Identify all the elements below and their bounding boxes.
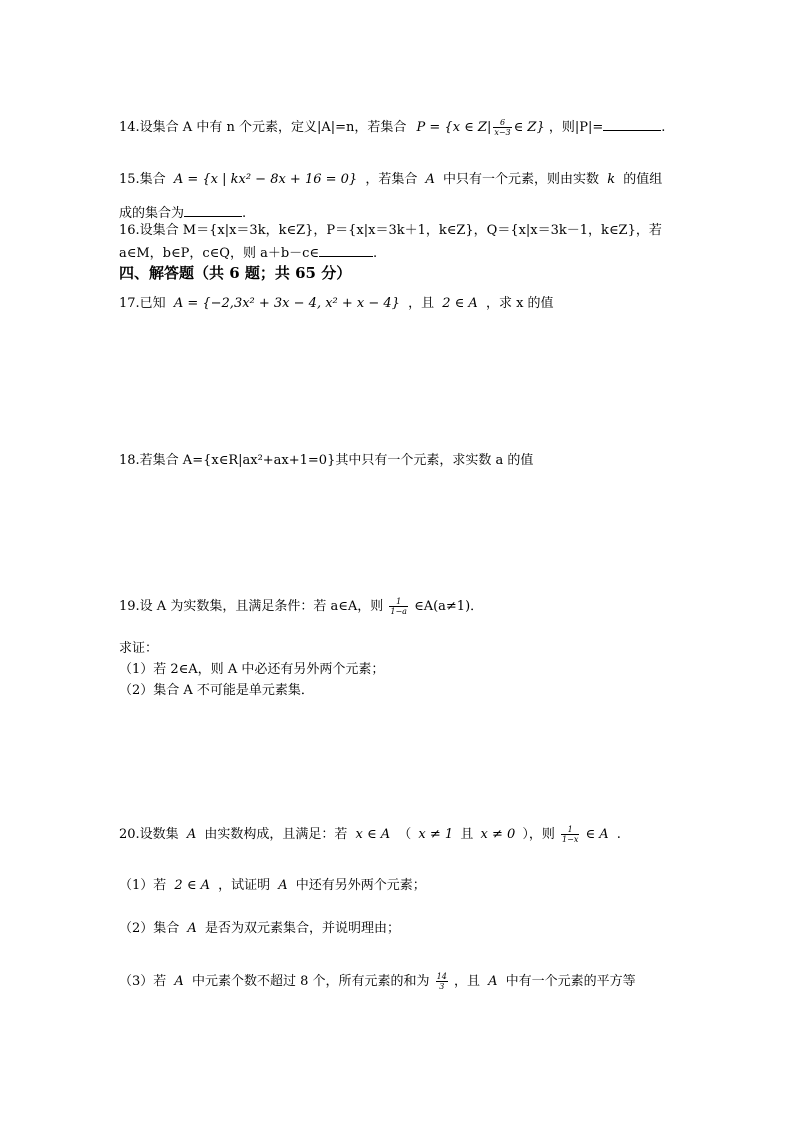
question-16-line-2 [119, 244, 377, 263]
q20-part3-text-1: （3）若 [119, 974, 167, 989]
q14-math-pre: P = {x ∈ Z| [416, 120, 492, 135]
q20-part1-text-1: （1）若 [119, 878, 167, 893]
q19-proof-label: 求证： [119, 641, 159, 656]
q20-math-4: ∈ A [585, 827, 609, 842]
question-15 [119, 171, 662, 189]
q18-text: 18.若集合 A={x∈R|ax²+ax+1=0}其中只有一个元素，求实数 a 的值 [119, 453, 534, 468]
q20-math-2: x ≠ 1 [418, 827, 454, 842]
q20-paren-open: （ [398, 827, 412, 842]
q14-text: 14.设集合 A 中有 n 个元素，定义|A|=n，若集合 [119, 120, 407, 135]
q17-membership: 2 ∈ A [442, 296, 478, 311]
q15-text-2: 中只有一个元素，则由实数 [443, 172, 600, 187]
q14-fraction [493, 118, 511, 137]
q20-part-3 [119, 972, 636, 991]
q14-set-expression [417, 120, 549, 135]
question-14 [119, 118, 665, 137]
q20-frac-num: 1 [561, 825, 579, 835]
q14-tail: ，则|P|= [548, 120, 604, 135]
q20-part1-text-2: ，试证明 [218, 878, 271, 893]
question-15-line-2 [119, 204, 246, 223]
q15-set-expression: A = {x | kx² − 8x + 16 = 0} [173, 172, 358, 187]
q20-var-a: A [186, 827, 197, 842]
q20-math-3: x ≠ 0 [480, 827, 516, 842]
q15-end: . [242, 206, 247, 221]
q16-answer-blank [319, 244, 373, 257]
q20-end: . [616, 827, 621, 842]
question-20 [119, 825, 621, 844]
q20-part3-text-2: 中元素个数不超过 8 个，所有元素的和为 [191, 974, 430, 989]
q19-text-2: ∈A(a≠1)． [414, 599, 484, 614]
q15-text-3: 的值组 [623, 172, 663, 187]
q16-end: . [373, 246, 378, 261]
q20-part2-text-1: （2）集合 [119, 921, 180, 936]
q20-part3-text-3: ，且 [453, 974, 480, 989]
q20-and: 且 [460, 827, 474, 842]
q19-frac-den: 1−a [390, 607, 407, 616]
q20-number: 20.设数集 [119, 827, 179, 842]
q19-text-1: 19.设 A 为实数集，且满足条件：若 a∈A，则 [119, 599, 384, 614]
q19-fraction [389, 597, 408, 616]
question-18 [119, 452, 533, 470]
q15-text-4: 成的集合为 [119, 206, 185, 221]
q14-end: . [661, 120, 666, 135]
q20-part2-var: A [187, 921, 197, 936]
question-17 [119, 295, 554, 313]
q20-math-1: x ∈ A [355, 827, 391, 842]
q20-part3-var-2: A [488, 974, 498, 989]
q20-frac-den: 1−x [562, 835, 579, 844]
q19-part-1: （1）若 2∈A，则 A 中必还有另外两个元素； [119, 662, 385, 677]
q17-set-expression: A = {−2,3x² + 3x − 4, x² + x − 4} [173, 296, 400, 311]
q14-math-post: ∈ Z} [513, 120, 545, 135]
q20-paren-close: ），则 [522, 827, 555, 842]
q20-part-2 [119, 920, 400, 938]
q14-frac-den: x−3 [494, 128, 511, 137]
q20-part-1 [119, 877, 426, 895]
question-16 [119, 222, 662, 240]
q14-frac-num: 6 [493, 118, 511, 128]
q15-var-k: k [607, 172, 616, 187]
q17-text-2: ，求 x 的值 [485, 296, 554, 311]
q19-frac-num: 1 [389, 597, 408, 607]
q20-part2-text-2: 是否为双元素集合，并说明理由； [204, 921, 400, 936]
q17-text-1: ，且 [408, 296, 435, 311]
q20-part3-frac-den: 3 [439, 982, 445, 991]
q20-part1-math: 2 ∈ A [174, 878, 210, 893]
q14-answer-blank [603, 118, 661, 131]
q20-part3-text-4: 中有一个元素的平方等 [505, 974, 636, 989]
q20-part3-frac-num: 14 [436, 972, 447, 981]
q19-part-2: （2）集合 A 不可能是单元素集． [119, 683, 314, 698]
q20-part3-fraction [436, 972, 448, 991]
q20-part3-var: A [174, 974, 184, 989]
q20-fraction [561, 825, 579, 844]
q20-part1-var: A [278, 878, 288, 893]
q15-number: 15.集合 [119, 172, 166, 187]
section-heading: 四、解答题（共 6 题；共 65 分） [119, 264, 352, 282]
q17-number: 17.已知 [119, 296, 166, 311]
q15-text-1: ，若集合 [365, 172, 418, 187]
q20-text-1: 由实数构成，且满足：若 [204, 827, 348, 842]
question-19 [119, 597, 483, 616]
q15-var-a: A [425, 172, 435, 187]
q16-text-1: 16.设集合 M＝{x|x＝3k，k∈Z}，P＝{x|x＝3k＋1，k∈Z}，Q＝{x|x＝3k－1，k∈Z}，若 [119, 223, 662, 238]
q20-part1-text-3: 中还有另外两个元素； [295, 878, 426, 893]
q16-text-2: a∈M，b∈P，c∈Q，则 a＋b－c∈ [119, 246, 320, 261]
q15-answer-blank [184, 204, 242, 217]
